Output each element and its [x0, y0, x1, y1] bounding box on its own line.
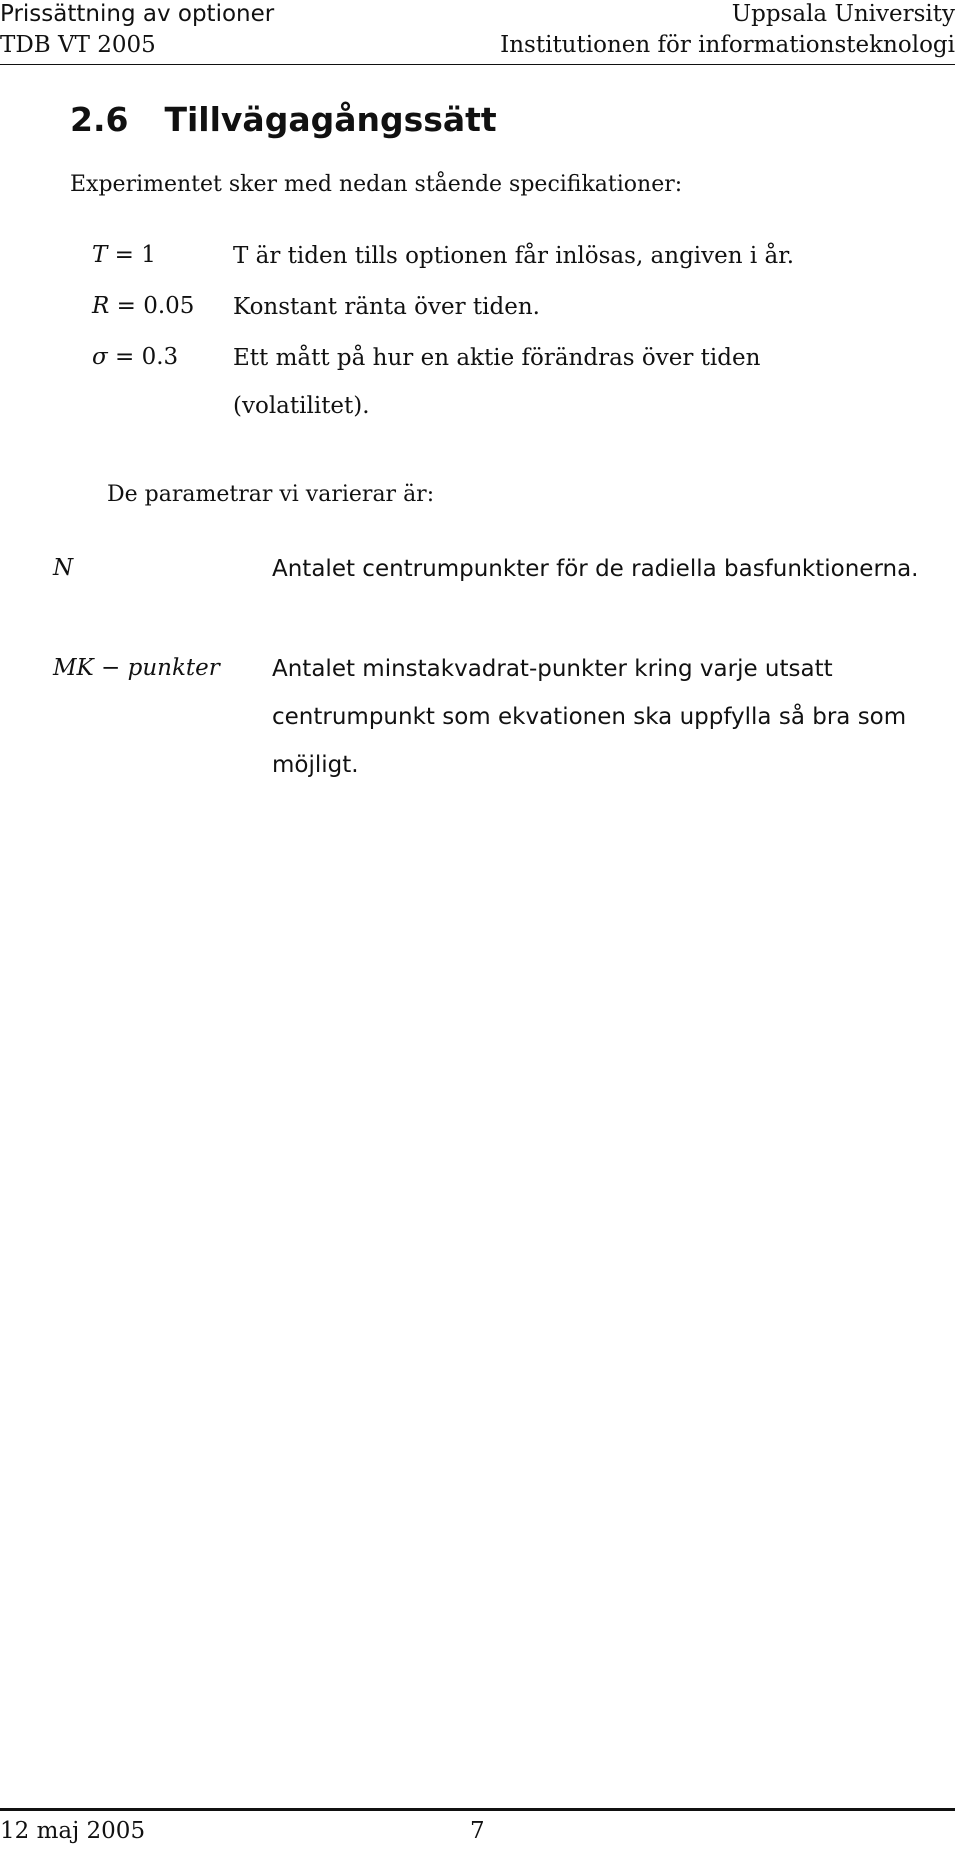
header-title: Prissättning av optioner: [0, 1, 275, 27]
spec-symbol-r: [92, 293, 194, 319]
intro-text: Experimentet sker med nedan stående specifikationer:: [70, 172, 683, 197]
spec-desc-t: T är tiden tills optionen får inlösas, angiven i år.: [233, 243, 795, 269]
param-symbol-n: N: [53, 555, 74, 581]
section-title: Tillvägagångssätt: [164, 100, 497, 139]
header-course: TDB VT 2005: [0, 32, 156, 58]
spec-symbol-r-value: = 0.05: [109, 293, 195, 319]
footer-date: 12 maj 2005: [0, 1818, 146, 1844]
footer-page-number: 7: [470, 1818, 485, 1844]
spec-symbol-t-value: = 1: [107, 242, 156, 268]
param-symbol-mk: MK − punkter: [53, 655, 220, 681]
params-intro-text: De parametrar vi varierar är:: [107, 482, 435, 507]
spec-symbol-sigma: [92, 344, 178, 370]
spec-symbol-sigma-value: = 0.3: [107, 344, 179, 370]
spec-symbol-t: [92, 242, 156, 268]
header-department: Institutionen för informationsteknologi: [500, 32, 955, 58]
param-desc-mk: Antalet minstakvadrat-punkter kring varje utsatt centrumpunkt som ekvationen ska uppfylla så bra som möjligt.: [272, 656, 907, 778]
section-heading: [70, 100, 497, 139]
spec-symbol-sigma-var: σ: [92, 344, 108, 370]
footer-rule: [0, 1808, 955, 1811]
spec-symbol-t-var: T: [92, 242, 108, 268]
header-university: Uppsala University: [731, 1, 955, 27]
spec-symbol-r-var: R: [92, 293, 110, 319]
spec-desc-sigma: Ett mått på hur en aktie förändras över tiden (volatilitet).: [233, 345, 761, 419]
section-number: 2.6: [70, 100, 129, 139]
header-rule: [0, 64, 955, 65]
spec-desc-r: Konstant ränta över tiden.: [233, 294, 540, 320]
param-desc-n: Antalet centrumpunkter för de radiella basfunktionerna.: [272, 556, 919, 582]
